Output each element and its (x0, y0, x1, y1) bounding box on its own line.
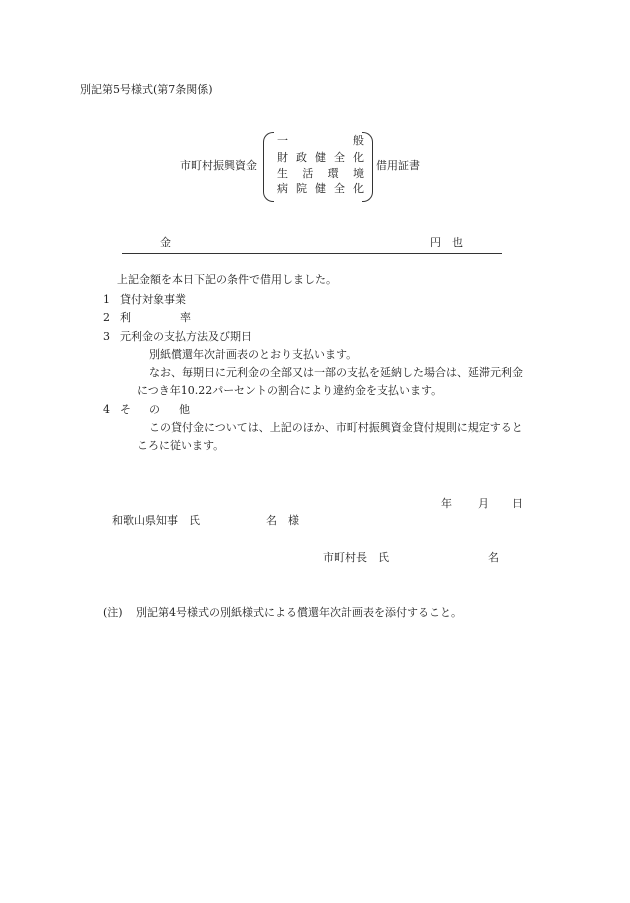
item-4-number: 4 (103, 403, 110, 416)
title-option-1 (277, 135, 364, 146)
item-4-char-2: の (149, 403, 160, 416)
title-option-4 (277, 183, 364, 194)
item-2-label-left: 利 (120, 311, 131, 324)
item-3-number: 3 (103, 330, 110, 343)
signer-left: 市町村長 氏 (323, 551, 389, 564)
title-left: 市町村振興資金 (180, 159, 257, 172)
left-bracket (263, 132, 274, 202)
item-3-text: 元利金の支払方法及び期日 (120, 330, 252, 343)
note-label: (注) (103, 606, 123, 619)
option-char: 全 (334, 151, 345, 164)
option-char: 境 (352, 167, 364, 180)
option-char: 病 (277, 182, 288, 195)
title-option-3 (277, 168, 364, 179)
item-2-label-right: 率 (180, 311, 191, 324)
item-2-number: 2 (103, 311, 110, 324)
option-char: 一 (277, 134, 288, 147)
option-char: 活 (302, 167, 314, 180)
option-char: 政 (296, 151, 307, 164)
item-3-paragraph-2-line-2: につき年10.22パーセントの割合により違約金を支払います。 (137, 384, 443, 397)
option-char: 院 (296, 182, 307, 195)
amount-underline (122, 253, 502, 254)
amount-unit: 円 也 (430, 236, 463, 249)
note-text: 別記第4号様式の別紙様式による償還年次計画表を添付すること。 (136, 606, 462, 619)
option-char: 財 (277, 151, 288, 164)
addressee-left: 和歌山県知事 氏 (112, 514, 200, 527)
date-day: 日 (512, 497, 523, 510)
option-char: 健 (315, 151, 326, 164)
date-year: 年 (441, 497, 452, 510)
option-char: 化 (353, 182, 364, 195)
title-option-2 (277, 152, 364, 163)
option-char: 環 (327, 167, 339, 180)
option-char: 生 (277, 167, 288, 180)
form-identifier: 別記第5号様式(第7条関係) (80, 83, 213, 96)
amount-label: 金 (160, 236, 171, 249)
item-4-char-3: 他 (179, 403, 190, 416)
option-char: 全 (334, 182, 345, 195)
addressee-right: 名 様 (266, 514, 299, 527)
item-3-paragraph-2-line-1: なお、毎期日に元利金の全部又は一部の支払を延納した場合は、延滞元利金 (149, 366, 523, 379)
item-4-line-2: ころに従います。 (137, 439, 225, 452)
option-char: 化 (353, 151, 364, 164)
signer-right: 名 (488, 551, 499, 564)
option-char: 健 (315, 182, 326, 195)
item-4-char-1: そ (120, 403, 131, 416)
option-char: 般 (353, 134, 364, 147)
item-4-line-1: この貸付金については、上記のほか、市町村振興資金貸付規則に規定すると (149, 421, 523, 434)
item-3-paragraph-1: 別紙償還年次計画表のとおり支払います。 (149, 348, 358, 361)
item-1-text: 貸付対象事業 (120, 293, 186, 306)
intro-text: 上記金額を本日下記の条件で借用しました。 (117, 273, 337, 286)
date-month: 月 (478, 497, 489, 510)
item-1-number: 1 (103, 293, 110, 306)
title-right: 借用証書 (376, 159, 420, 172)
